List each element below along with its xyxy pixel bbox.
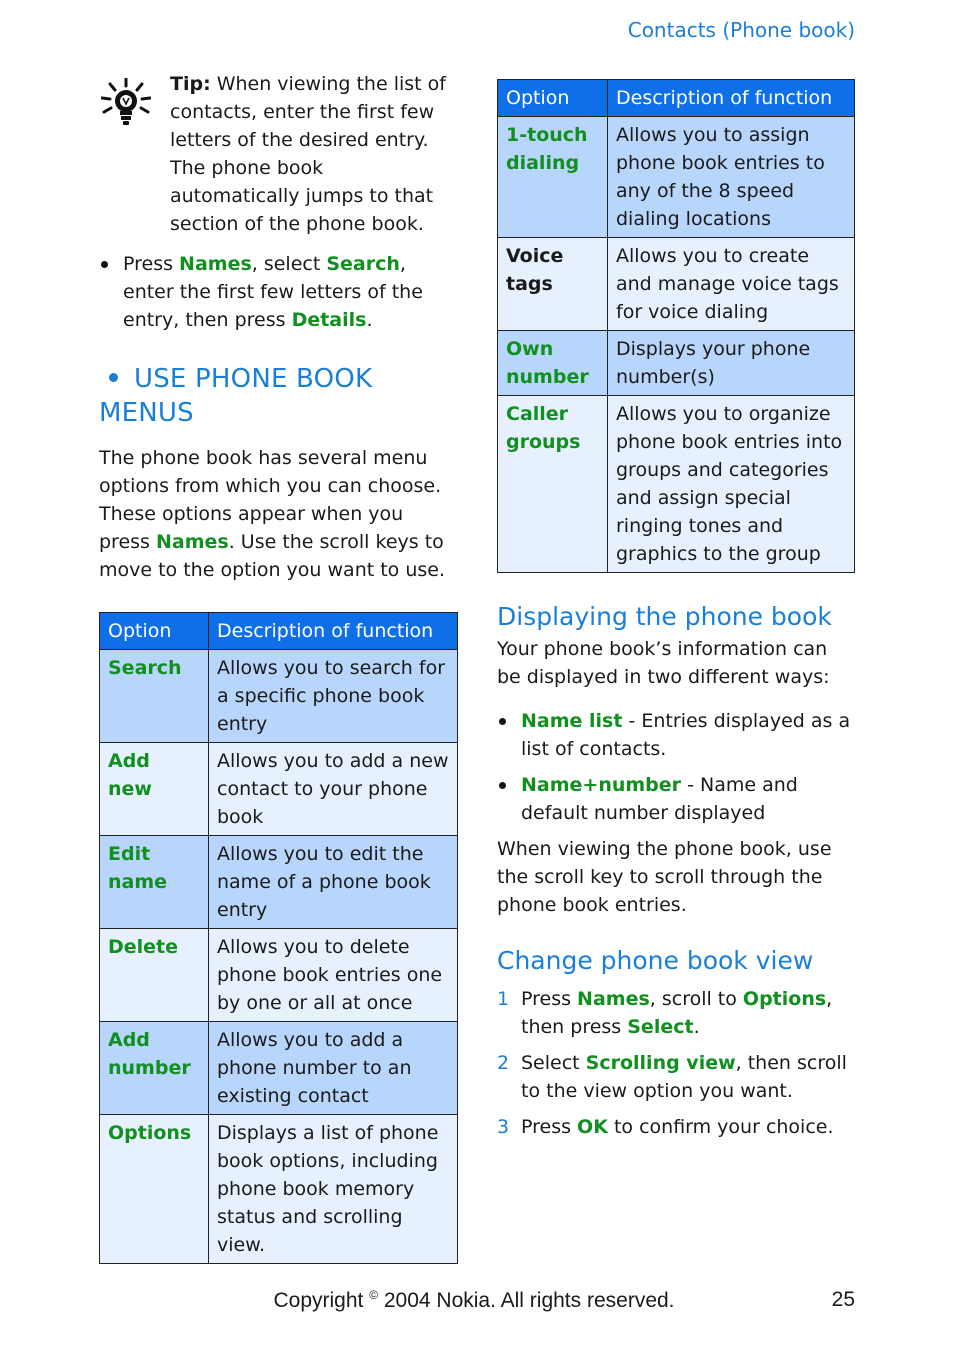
column-header-option: Option (100, 613, 209, 650)
option-cell: Caller groups (498, 396, 608, 573)
option-cell: Options (100, 1115, 209, 1264)
table-header-row (100, 613, 458, 650)
option-cell: Edit name (100, 836, 209, 929)
step-number: 1 (497, 988, 510, 1010)
intro-paragraph: The phone book has several menu options from which you can choose. These options appear when you press Names. Use the scroll keys to move to the option you want to use. (99, 447, 446, 581)
view-options-list (497, 707, 855, 827)
description-cell: Allows you to organize phone book entries into groups and categories and assign special ringing tones and graphics to the group (608, 396, 855, 573)
description-cell: Allows you to add a phone number to an existing contact (209, 1022, 458, 1115)
running-header: Contacts (Phone book) (627, 18, 855, 42)
option-cell: Own number (498, 331, 608, 396)
description-cell: Allows you to assign phone book entries to any of the 8 speed dialing locations (608, 117, 855, 238)
bullet-icon (109, 373, 118, 382)
page-number: 25 (831, 1288, 855, 1311)
left-column (99, 70, 458, 1264)
key-name-number: Name+number (521, 774, 682, 796)
option-cell: Delete (100, 929, 209, 1022)
section-title: USE PHONE BOOK MENUS (99, 364, 373, 428)
steps-list (497, 985, 855, 1141)
description-cell: Displays a list of phone book options, including phone book memory status and scrolling view. (209, 1115, 458, 1264)
option-cell: Add number (100, 1022, 209, 1115)
page-footer (0, 1288, 954, 1318)
displaying-intro: Your phone book’s information can be displayed in two different ways: (497, 638, 830, 688)
copyright-notice: Copyright © 2004 Nokia. All rights reserved. (273, 1288, 675, 1312)
column-header-description: Description of function (608, 80, 855, 117)
options-table-left (99, 612, 458, 1264)
table-row (498, 396, 855, 573)
option-cell: 1-touch dialing (498, 117, 608, 238)
key-details: Details (291, 309, 367, 331)
right-column (497, 79, 855, 1149)
step-item: 2 Select Scrolling view, then scroll to the view option you want. (497, 1049, 855, 1105)
tip-text: When viewing the list of contacts, enter the first few letters of the desired entry. The phone book automatically jumps to that section of the phone book. (170, 73, 446, 235)
step-number: 2 (497, 1052, 510, 1074)
tip-box (99, 70, 458, 238)
option-cell: Voice tags (498, 238, 608, 331)
list-item: Name+number - Name and default number displayed (497, 771, 855, 827)
table-row (100, 743, 458, 836)
instruction-list (99, 250, 458, 334)
table-row (100, 929, 458, 1022)
list-item: Press Names, select Search, enter the first few letters of the entry, then press Details. (99, 250, 458, 334)
lightbulb-icon (101, 78, 151, 128)
column-header-description: Description of function (209, 613, 458, 650)
table-row (498, 238, 855, 331)
key-name-list: Name list (521, 710, 623, 732)
displaying-heading: Displaying the phone book (497, 602, 832, 631)
option-cell: Search (100, 650, 209, 743)
table-row (498, 331, 855, 396)
option-cell: Add new (100, 743, 209, 836)
tip-label: Tip: (170, 73, 211, 95)
key-search: Search (326, 253, 400, 275)
step-item: 1 Press Names, scroll to Options, then press Select. (497, 985, 855, 1041)
key-names: Names (179, 253, 252, 275)
description-cell: Allows you to create and manage voice tags for voice dialing (608, 238, 855, 331)
table-row (100, 1022, 458, 1115)
table-row (100, 650, 458, 743)
list-item: Name list - Entries displayed as a list of contacts. (497, 707, 855, 763)
description-cell: Allows you to edit the name of a phone book entry (209, 836, 458, 929)
step-number: 3 (497, 1116, 510, 1138)
table-row (100, 1115, 458, 1264)
description-cell: Displays your phone number(s) (608, 331, 855, 396)
displaying-outro: When viewing the phone book, use the scroll key to scroll through the phone book entries. (497, 838, 832, 916)
step-item: 3 Press OK to confirm your choice. (497, 1113, 855, 1141)
options-table-right (497, 79, 855, 573)
column-header-option: Option (498, 80, 608, 117)
description-cell: Allows you to delete phone book entries one by one or all at once (209, 929, 458, 1022)
description-cell: Allows you to add a new contact to your phone book (209, 743, 458, 836)
description-cell: Allows you to search for a specific phone book entry (209, 650, 458, 743)
key-names: Names (155, 531, 229, 553)
table-header-row (498, 80, 855, 117)
table-row (498, 117, 855, 238)
change-view-heading: Change phone book view (497, 946, 814, 975)
table-row (100, 836, 458, 929)
